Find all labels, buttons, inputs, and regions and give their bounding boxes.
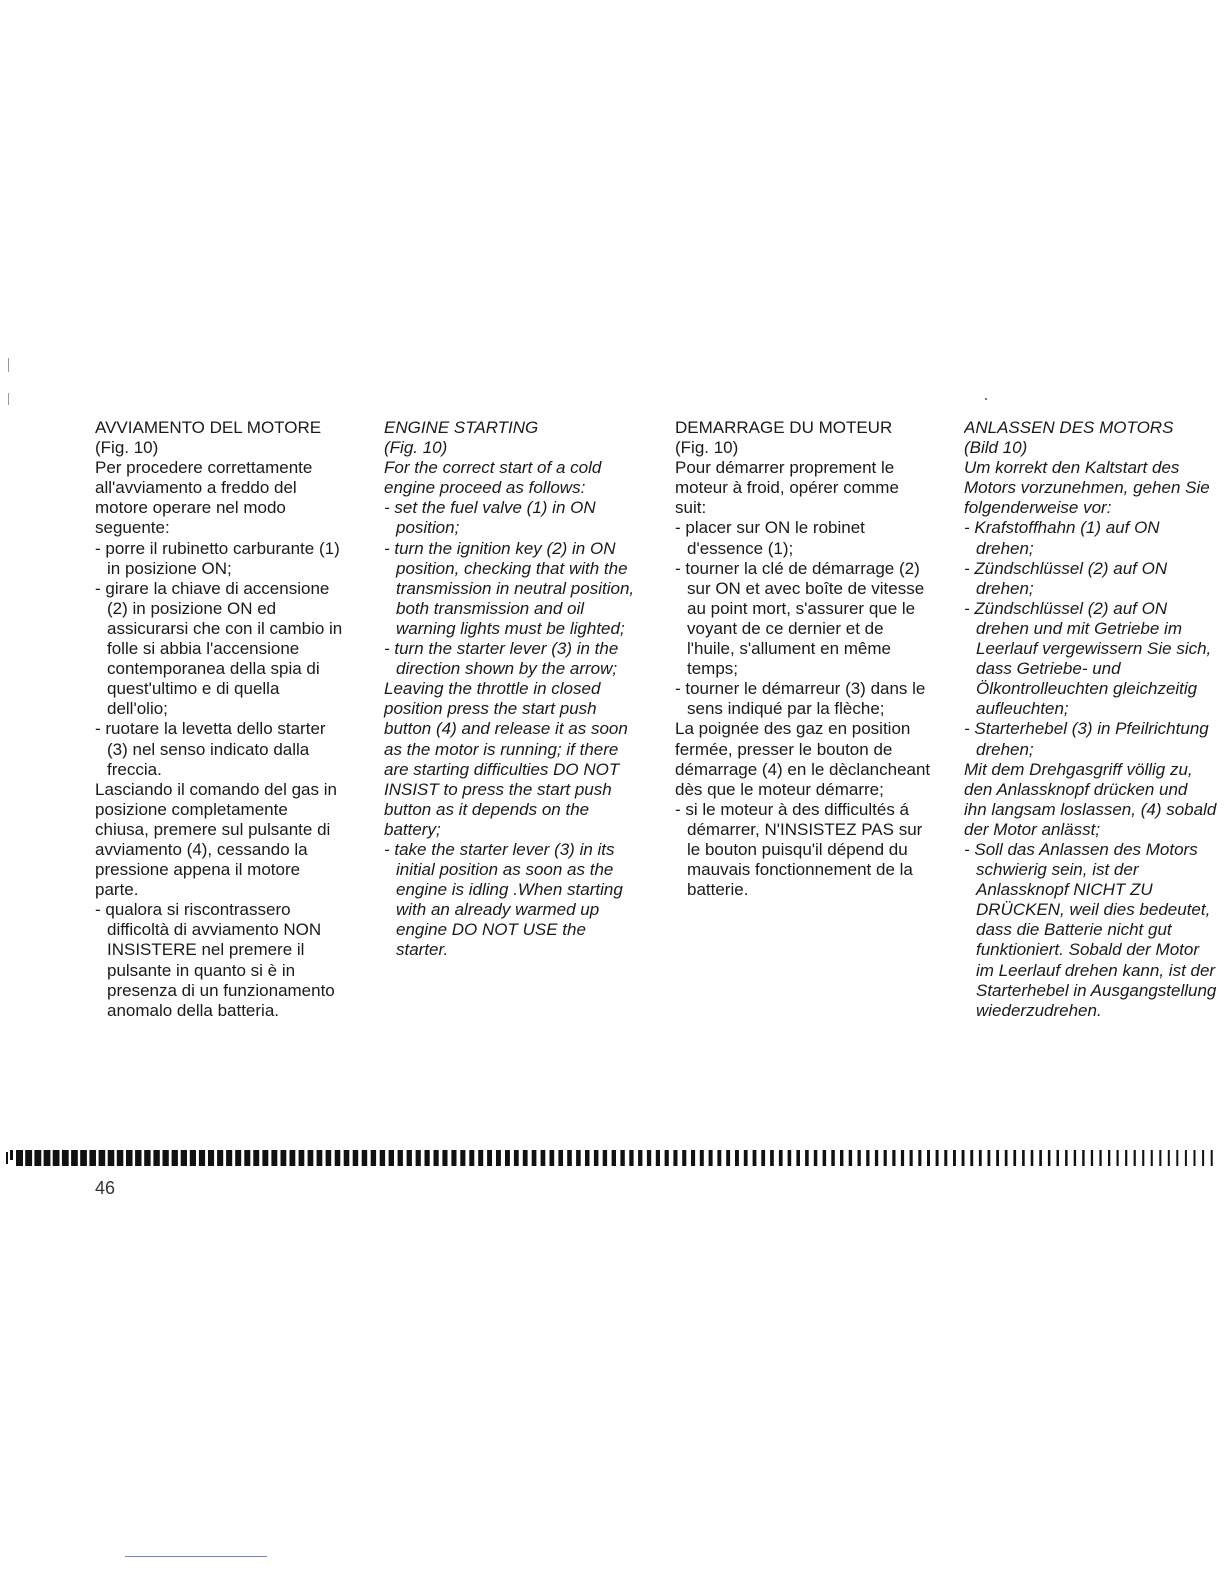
french-text-line: au point mort, s'assurer que le [687,598,916,618]
bar-mark [144,1150,150,1166]
english-text-line: ENGINE STARTING [384,418,539,437]
bar-mark [761,1150,765,1166]
german-text-line: der Motor anlässt; [964,819,1101,839]
bar-mark [271,1150,277,1166]
bar-mark [326,1150,332,1166]
english-text-line: - turn the ignition key (2) in ON [384,538,616,558]
italian-text-line: (Fig. 10) [95,438,159,458]
bar-mark [117,1150,124,1166]
italian-text-line: chiusa, premere sul pulsante di [95,819,331,839]
bar-mark [108,1150,115,1166]
french-text-line: - tourner le démarreur (3) dans le [675,679,926,699]
french-text-line: La poignée des gaz en position [675,719,911,739]
bar-mark [126,1150,133,1166]
french-text-line: - si le moteur à des difficultés á [675,799,910,819]
bar-mark [918,1150,921,1166]
bar-mark [44,1150,51,1166]
bar-mark [89,1150,96,1166]
bar-mark [523,1150,528,1166]
italian-text-line: parte. [95,880,139,900]
french-column [675,418,943,900]
bar-mark [244,1150,250,1166]
bar-mark [505,1150,510,1166]
english-text-line: position, checking that with the [396,558,628,578]
bar-mark [892,1150,895,1166]
bar-mark [840,1150,843,1166]
bar-mark [181,1150,187,1166]
bar-mark [858,1150,861,1166]
bar-mark [788,1150,792,1166]
german-text-line: DRÜCKEN, weil dies bedeutet, [976,900,1211,920]
bar-mark [796,1150,800,1166]
italian-text-line: presenza di un funzionamento [107,980,335,1000]
bar-mark [979,1150,982,1166]
italian-text-line: contemporanea della spia di [107,659,320,679]
bar-mark [779,1150,783,1166]
italian-text-line: in posizione ON; [107,558,232,578]
german-text-line: im Leerlauf drehen kann, ist der [976,960,1216,980]
german-text-line: Starterhebel in Ausgangstellung [976,980,1217,1000]
german-text-line: dass die Batterie nicht gut [976,920,1172,940]
bar-mark [753,1150,757,1166]
german-text-line: folgenderweise vor: [964,498,1112,518]
german-text-line: Motors vorzunehmen, gehen Sie [964,478,1210,498]
bar-mark [576,1150,581,1166]
bar-mark [1031,1150,1034,1166]
bar-mark [317,1150,323,1166]
italian-text-line: AVVIAMENTO DEL MOTORE [95,418,322,437]
bar-mark [532,1150,537,1166]
german-text-line: - Krafstoffhahn (1) auf ON [964,518,1160,538]
german-text-line: wiederzudrehen. [976,1000,1102,1020]
bar-mark [1099,1150,1101,1166]
french-text-line: DEMARRAGE DU MOTEUR [675,418,893,437]
bar-mark [620,1150,624,1166]
bar-mark [478,1150,483,1166]
german-text-line: Mit dem Drehgasgriff völlig zu, [964,759,1193,779]
bar-mark [190,1150,196,1166]
bar-mark [1005,1150,1008,1166]
english-text-line: button (4) and release it as soon [384,719,628,739]
german-text-line: Leerlauf vergewissern Sie sich, [976,639,1212,659]
bar-mark [353,1150,359,1166]
french-text-line: (Fig. 10) [675,438,739,458]
bar-mark [953,1150,956,1166]
bar-mark [1117,1150,1119,1166]
bar-mark [1039,1150,1042,1166]
page-number: 46 [95,1178,116,1198]
bar-edge-mark [10,1150,13,1160]
english-text-line: direction shown by the arrow; [396,659,618,679]
bar-mark [469,1150,474,1166]
bar-mark [1168,1150,1170,1166]
bar-mark [866,1150,869,1166]
german-text-line: - Starterhebel (3) in Pfeilrichtung [964,719,1209,739]
bar-mark [673,1150,677,1166]
bar-mark [442,1150,447,1166]
bar-mark [25,1150,32,1166]
bar-mark [612,1150,616,1166]
italian-text-line: difficoltà di avviamento NON [107,920,322,940]
bar-mark [805,1150,809,1166]
bar-mark [62,1150,69,1166]
german-text-line: Ölkontrolleuchten gleichzeitig [976,679,1198,699]
bar-mark [558,1150,563,1166]
bar-mark [1091,1150,1093,1166]
italian-text-line: - porre il rubinetto carburante (1) [95,538,340,558]
italian-text-line: Lasciando il comando del gas in [95,779,337,799]
bar-mark [726,1150,730,1166]
bar-mark [1125,1150,1127,1166]
italian-text-line: INSISTERE nel premere il [107,940,305,960]
english-text-line: For the correct start of a cold [384,458,602,478]
bar-mark [199,1150,205,1166]
bar-mark [550,1150,555,1166]
french-text-line: moteur à froid, opérer comme [675,478,899,498]
bar-mark [398,1150,403,1166]
english-text-line: starter. [396,940,449,960]
bar-mark [944,1150,947,1166]
bar-mark [1142,1150,1144,1166]
bar-mark [1185,1150,1187,1166]
german-text-line: dass Getriebe- und [976,659,1121,679]
bar-mark [99,1150,106,1166]
french-text-line: suit: [675,498,707,518]
speck [985,398,987,400]
french-text-line: l'huile, s'allument en même [687,639,891,659]
italian-text-line: freccia. [107,759,162,779]
bar-mark [629,1150,633,1166]
bar-mark [416,1150,421,1166]
bar-mark [434,1150,439,1166]
english-text-line: Leaving the throttle in closed [384,679,601,699]
french-text-line: - placer sur ON le robinet [675,518,865,538]
german-text-line: schwierig sein, ist der [976,860,1139,880]
bar-mark [407,1150,412,1166]
bar-mark [814,1150,818,1166]
bar-mark [884,1150,887,1166]
bar-mark [823,1150,827,1166]
bar-mark [290,1150,296,1166]
bar-mark [153,1150,159,1166]
german-text-line: drehen; [976,739,1034,759]
bar-mark [831,1150,835,1166]
italian-text-line: pressione appena il motore [95,860,301,880]
english-text-line: warning lights must be lighted; [396,618,625,638]
english-text-line: initial position as soon as the [396,860,614,880]
english-text-line: as the motor is running; if there [384,739,619,759]
italian-text-line: - ruotare la levetta dello starter [95,719,326,739]
bar-mark [567,1150,572,1166]
german-text-line: Anlassknopf NICHT ZU [976,880,1153,900]
bar-mark [901,1150,904,1166]
bar-mark [299,1150,305,1166]
bar-mark [208,1150,214,1166]
bar-mark [217,1150,223,1166]
french-text-line: le bouton puisqu'il dépend du [687,839,908,859]
bar-mark [80,1150,87,1166]
bar-mark [988,1150,991,1166]
bar-mark [996,1150,999,1166]
italian-text-line: quest'ultimo e di quella [107,679,280,699]
italian-text-line: anomalo della batteria. [107,1000,280,1020]
bar-mark [665,1150,669,1166]
edge-mark-top [8,358,9,372]
bar-mark [308,1150,314,1166]
english-text-line: (Fig. 10) [384,438,448,458]
bar-mark [1065,1150,1068,1166]
bar-mark [389,1150,394,1166]
bar-mark [53,1150,60,1166]
german-text-line: (Bild 10) [964,438,1028,458]
german-text-line: - Zündschlüssel (2) auf ON [964,558,1168,578]
english-text-line: with an already warmed up [396,900,600,920]
english-column [384,418,652,961]
bar-mark [1151,1150,1153,1166]
french-text-line: sur ON et avec boîte de vitesse [687,578,925,598]
german-text-line: aufleuchten; [976,699,1069,719]
bar-mark [226,1150,232,1166]
bottom-rule [125,1556,267,1557]
edge-mark-bottom [8,393,9,405]
italian-text-line: dell'olio; [107,699,168,719]
bar-mark [1108,1150,1110,1166]
bar-mark [1202,1150,1204,1166]
bar-mark [514,1150,519,1166]
bar-mark [691,1150,695,1166]
bar-mark [487,1150,492,1166]
english-text-line: transmission in neutral position, [396,578,635,598]
bar-mark [425,1150,430,1166]
bar-mark [362,1150,368,1166]
french-text-line: démarrage (4) en le dèclancheant [675,759,931,779]
french-text-line: batterie. [687,880,749,900]
italian-text-line: motore operare nel modo [95,498,286,518]
french-text-line: sens indiqué par la flèche; [687,699,885,719]
italian-text-line: posizione completamente [95,799,288,819]
english-text-line: battery; [384,819,441,839]
bar-mark [1013,1150,1016,1166]
german-column [964,418,1224,1021]
bar-mark [709,1150,713,1166]
bar-mark [16,1150,23,1166]
bar-mark [451,1150,456,1166]
bar-mark [970,1150,973,1166]
bar-mark [335,1150,341,1166]
bar-mark [371,1150,376,1166]
bar-mark [735,1150,739,1166]
english-text-line: engine DO NOT USE the [396,920,586,940]
bar-edge-mark [6,1152,8,1164]
bar-mark [594,1150,599,1166]
german-text-line: ihn langsam loslassen, (4) sobald [964,799,1217,819]
french-text-line: dès que le moteur démarre; [675,779,884,799]
english-text-line: button as it depends on the [384,799,590,819]
italian-text-line: avviamento (4), cessando la [95,839,308,859]
italian-text-line: Per procedere correttamente [95,458,313,478]
italian-column [95,418,363,1021]
bar-mark [253,1150,259,1166]
bar-mark [700,1150,704,1166]
bar-mark [496,1150,501,1166]
english-text-line: both transmission and oil [396,598,585,618]
bar-mark [682,1150,686,1166]
english-text-line: are starting difficulties DO NOT [384,759,620,779]
bar-mark [1048,1150,1051,1166]
bar-mark [281,1150,287,1166]
bar-mark [163,1150,169,1166]
bar-mark [1134,1150,1136,1166]
bar-mark [927,1150,930,1166]
german-text-line: drehen; [976,578,1034,598]
bar-mark [585,1150,590,1166]
bar-mark [910,1150,913,1166]
bar-mark [1074,1150,1076,1166]
italian-text-line: - girare la chiave di accensione [95,578,330,598]
italian-text-line: folle si abbia l'accensione [107,639,300,659]
bar-mark [135,1150,141,1166]
bar-mark [603,1150,607,1166]
bar-mark [962,1150,965,1166]
french-text-line: - tourner la clé de démarrage (2) [675,558,920,578]
bar-mark [744,1150,748,1166]
bar-mark [344,1150,350,1166]
english-text-line: position; [396,518,460,538]
english-text-line: engine is idling .When starting [396,880,623,900]
bar-mark [380,1150,385,1166]
german-text-line: drehen und mit Getriebe im [976,618,1182,638]
bar-mark [656,1150,660,1166]
bar-mark [1194,1150,1196,1166]
french-text-line: d'essence (1); [687,538,794,558]
english-text-line: - turn the starter lever (3) in the [384,639,619,659]
bar-mark [1057,1150,1060,1166]
italian-text-line: (2) in posizione ON ed [107,598,277,618]
german-text-line: ANLASSEN DES MOTORS [964,418,1174,437]
german-text-line: - Zündschlüssel (2) auf ON [964,598,1168,618]
german-text-line: - Soll das Anlassen des Motors [964,839,1198,859]
french-text-line: mauvais fonctionnement de la [687,860,913,880]
bar-mark [235,1150,241,1166]
bar-mark [460,1150,465,1166]
bar-mark [541,1150,546,1166]
bar-mark [1211,1150,1213,1166]
french-text-line: temps; [687,659,739,679]
italian-text-line: - qualora si riscontrassero [95,900,291,920]
printer-bar-strip [6,1150,1218,1166]
bar-mark [34,1150,41,1166]
bar-mark [1022,1150,1025,1166]
italian-text-line: seguente: [95,518,170,538]
bar-mark [849,1150,852,1166]
english-text-line: - take the starter lever (3) in its [384,839,615,859]
german-text-line: Um korrekt den Kaltstart des [964,458,1180,478]
bar-mark [262,1150,268,1166]
italian-text-line: assicurarsi che con il cambio in [107,618,343,638]
bar-mark [1082,1150,1084,1166]
italian-text-line: pulsante in quanto si è in [107,960,296,980]
bar-mark [936,1150,939,1166]
french-text-line: Pour démarrer proprement le [675,458,895,478]
bar-mark [647,1150,651,1166]
bar-mark [172,1150,178,1166]
french-text-line: fermée, presser le bouton de [675,739,893,759]
italian-text-line: all'avviamento a freddo del [95,478,297,498]
bar-mark [638,1150,642,1166]
german-text-line: den Anlassknopf drücken und [964,779,1188,799]
english-text-line: engine proceed as follows: [384,478,586,498]
bar-mark [71,1150,78,1166]
german-text-line: drehen; [976,538,1034,558]
bar-mark [1159,1150,1161,1166]
italian-text-line: (3) nel senso indicato dalla [107,739,310,759]
english-text-line: - set the fuel valve (1) in ON [384,498,596,518]
bar-mark [875,1150,878,1166]
english-text-line: INSIST to press the start push [384,779,612,799]
bar-mark [770,1150,774,1166]
french-text-line: démarrer, N'INSISTEZ PAS sur [687,819,923,839]
english-text-line: position press the start push [384,699,597,719]
bar-mark [1176,1150,1178,1166]
german-text-line: funktioniert. Sobald der Motor [976,940,1200,960]
french-text-line: voyant de ce dernier et de [687,618,884,638]
bar-mark [717,1150,721,1166]
